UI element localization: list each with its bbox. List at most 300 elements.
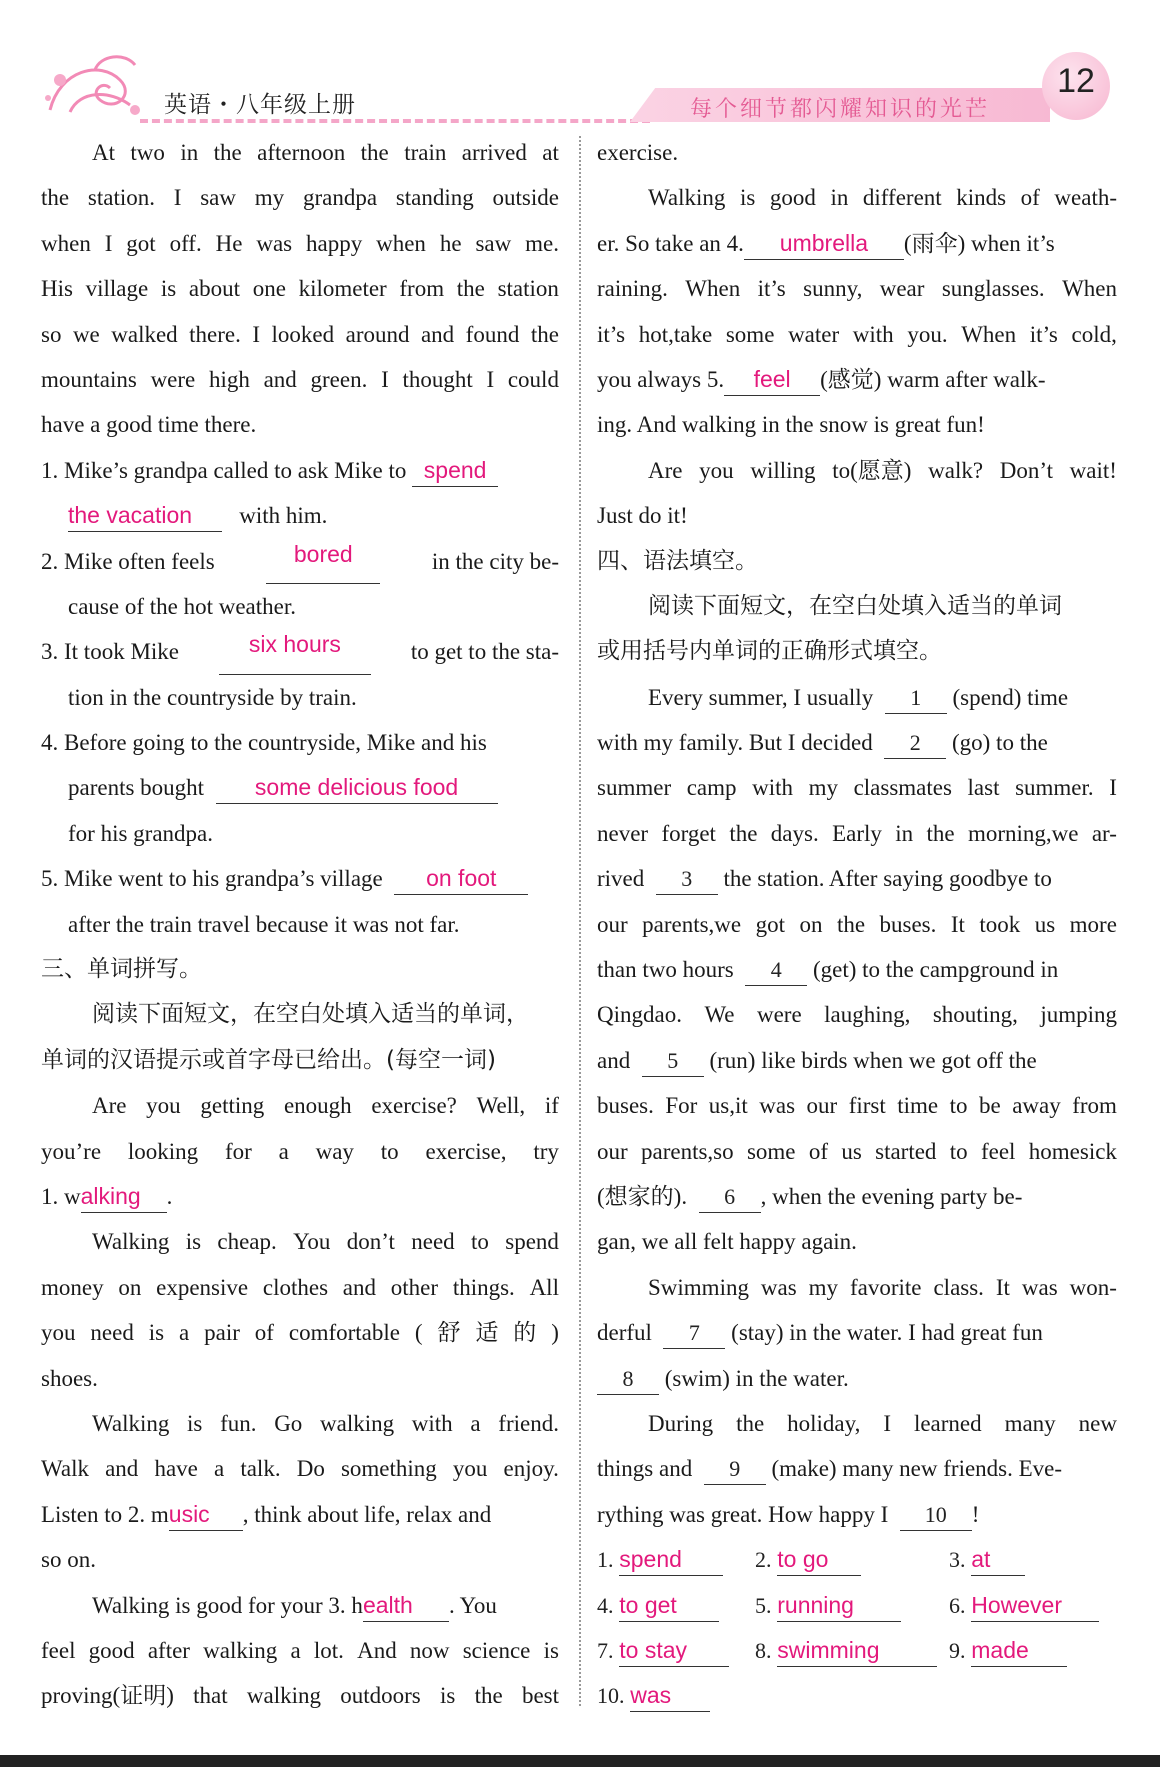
question-5: 5. Mike went to his grandpa’s village on foot xyxy=(41,856,559,901)
word: our xyxy=(806,1093,838,1119)
word: buses. xyxy=(597,1093,654,1119)
word: and xyxy=(263,366,297,392)
word: he xyxy=(439,230,462,256)
word: His xyxy=(41,276,73,302)
word: kinds xyxy=(956,185,1007,211)
header-divider xyxy=(140,119,650,123)
page-header xyxy=(0,0,1160,130)
section-3-title: 三、单词拼写。 xyxy=(41,956,202,983)
word: of xyxy=(254,1320,274,1346)
word: was xyxy=(256,230,293,256)
passage-line: exercise. xyxy=(597,140,679,165)
passage-line xyxy=(41,1265,559,1310)
word: station. xyxy=(87,185,155,211)
word: walked xyxy=(111,321,178,347)
word: took xyxy=(979,911,1021,937)
section-4-instruction: 阅读下面短文，在空白处填入适当的单词 xyxy=(648,592,1062,619)
word: were xyxy=(756,1002,802,1028)
word: a xyxy=(213,1456,225,1482)
word: spend xyxy=(505,1229,559,1255)
page-number: 12 xyxy=(1057,62,1095,100)
word: It xyxy=(950,911,965,937)
word: try xyxy=(533,1138,559,1164)
word: my xyxy=(808,1274,839,1300)
book-title: 英语・八年级上册 xyxy=(164,92,356,118)
word: enjoy. xyxy=(503,1456,559,1482)
word: I xyxy=(486,366,495,392)
word: us xyxy=(1034,911,1056,937)
word: away xyxy=(1012,1093,1061,1119)
answer-blank: ealth xyxy=(363,1590,449,1622)
word: after xyxy=(147,1637,190,1663)
word: with xyxy=(752,775,793,801)
word: I xyxy=(252,321,261,347)
question-4-end: for his grandpa. xyxy=(68,820,213,846)
passage-line xyxy=(597,1265,1117,1310)
word: money xyxy=(41,1274,104,1300)
word: two xyxy=(130,140,165,165)
word: summer. xyxy=(1015,775,1094,801)
story-line xyxy=(41,175,559,220)
word: you xyxy=(146,1093,181,1119)
word: on xyxy=(799,911,823,937)
answer-blank: swimming xyxy=(777,1635,937,1667)
passage-line xyxy=(41,1673,559,1718)
word: is xyxy=(148,1320,165,1346)
word: exercise? xyxy=(371,1093,457,1119)
answer-blank: umbrella xyxy=(744,228,904,260)
word: expensive xyxy=(156,1274,249,1300)
word: And xyxy=(357,1637,397,1663)
passage-line: with my family. But I decided 2 (go) to the xyxy=(597,720,1117,765)
word: the xyxy=(926,820,955,846)
word: never xyxy=(597,820,649,846)
word: Do xyxy=(296,1456,325,1482)
word: the xyxy=(530,321,559,347)
question-2: 2. Mike often feels bored in the city be- xyxy=(41,539,559,584)
word: my xyxy=(254,185,285,211)
word: is xyxy=(185,1229,202,1255)
word: you xyxy=(452,1456,488,1482)
word: looked xyxy=(271,321,335,347)
answer-blank: 1 xyxy=(885,683,947,714)
word: ) xyxy=(551,1320,559,1346)
word: to xyxy=(949,1093,968,1119)
word: from xyxy=(1072,1093,1117,1119)
passage-line xyxy=(597,765,1117,810)
word: summer xyxy=(597,775,672,801)
word: it’s xyxy=(1029,321,1058,347)
word: When xyxy=(1062,276,1117,302)
word: saw xyxy=(475,230,512,256)
answer-row: 4. to get 5. running 6. However xyxy=(597,1583,1117,1628)
passage-line: 8 (swim) in the water. xyxy=(597,1356,1117,1401)
word: were xyxy=(150,366,196,392)
word: homesick xyxy=(1028,1138,1117,1164)
section-3-instruction: 单词的汉语提示或首字母已给出。(每空一词) xyxy=(41,1046,496,1073)
word: won- xyxy=(1069,1274,1117,1300)
word: first xyxy=(848,1093,886,1119)
word: and xyxy=(342,1274,377,1300)
word: We xyxy=(704,1002,735,1028)
answer-blank: alking xyxy=(81,1181,167,1213)
answer-blank: feel xyxy=(724,364,820,396)
word: sunglasses. xyxy=(941,276,1045,302)
passage-line xyxy=(597,1083,1117,1128)
word: cheap. xyxy=(217,1229,277,1255)
word: to xyxy=(471,1229,489,1255)
word: Walking xyxy=(92,1410,170,1436)
word: 适 xyxy=(475,1320,499,1346)
passage-line: Just do it! xyxy=(597,503,688,529)
story-line: have a good time there. xyxy=(41,412,257,438)
word: camp xyxy=(686,775,737,801)
word: raining. xyxy=(597,276,668,302)
word: for xyxy=(224,1138,252,1164)
passage-line: Walking is good for your 3. health . You xyxy=(41,1583,559,1628)
passage-line: er. So take an 4. umbrella (雨伞) when it’s xyxy=(597,221,1117,266)
passage-line: you always 5. feel (感觉) warm after walk- xyxy=(597,357,1117,402)
word: When xyxy=(685,276,741,302)
word: outdoors xyxy=(340,1683,421,1709)
word: wear xyxy=(879,276,925,302)
word: mountains xyxy=(41,366,137,392)
question-3-cont: tion in the countryside by train. xyxy=(68,684,357,710)
word: us,it xyxy=(708,1093,748,1119)
word: is xyxy=(187,1410,203,1436)
word: parents,we xyxy=(642,911,742,937)
passage-line: derful 7 (stay) in the water. I had great fun xyxy=(597,1310,1117,1355)
word: of xyxy=(808,1138,829,1164)
word: it’s xyxy=(597,321,626,347)
answer-row: 10. was xyxy=(597,1673,1117,1718)
word: need xyxy=(90,1320,134,1346)
word: grandpa xyxy=(302,185,378,211)
word: I xyxy=(381,366,389,392)
word: new xyxy=(1078,1410,1117,1436)
question-5-cont: after the train travel because it was not far. xyxy=(68,911,460,937)
word: I xyxy=(1109,775,1117,801)
word: weath- xyxy=(1054,185,1117,211)
word: you xyxy=(699,457,734,483)
word: It xyxy=(995,1274,1010,1300)
question-2-cont: cause of the hot weather. xyxy=(68,593,296,619)
word: All xyxy=(529,1274,559,1300)
word: ( xyxy=(414,1320,423,1346)
answer-blank: usic xyxy=(169,1499,243,1531)
word: water xyxy=(788,321,840,347)
section-4-instruction: 或用括号内单词的正确形式填空。 xyxy=(597,638,942,665)
word: Walking xyxy=(648,185,726,211)
word: need xyxy=(411,1229,455,1255)
passage-line xyxy=(41,1219,559,1264)
word: happy xyxy=(306,230,363,256)
answer-blank: 6 xyxy=(699,1182,761,1213)
section-4-title: 四、语法填空。 xyxy=(597,547,758,574)
word: Are xyxy=(92,1093,127,1119)
word: 舒 xyxy=(437,1320,461,1346)
answer-blank: 3 xyxy=(656,864,718,895)
question-3: 3. It took Mike six hours to get to the sta- xyxy=(41,629,559,674)
word: willing xyxy=(750,457,816,483)
word: there. xyxy=(189,321,241,347)
word: our xyxy=(597,1138,628,1164)
word: cold, xyxy=(1071,321,1117,347)
answer-blank: six hours xyxy=(219,629,371,674)
word: looking xyxy=(127,1138,199,1164)
answer-blank: to get xyxy=(619,1590,719,1622)
word: I xyxy=(173,185,182,211)
word: talk. xyxy=(240,1456,281,1482)
word: at xyxy=(542,140,559,165)
word: a xyxy=(178,1320,190,1346)
word: a xyxy=(470,1410,481,1436)
word: other xyxy=(390,1274,439,1300)
answer-blank: spend xyxy=(412,455,498,487)
passage-line: Listen to 2. music , think about life, relax and xyxy=(41,1492,559,1537)
word: different xyxy=(862,185,942,211)
word: thought xyxy=(402,366,473,392)
word: good xyxy=(88,1637,135,1663)
word: something xyxy=(340,1456,437,1482)
section-3-instruction: 阅读下面短文，在空白处填入适当的单词， xyxy=(92,1001,529,1028)
word: You xyxy=(293,1229,331,1255)
word: Qingdao. xyxy=(597,1002,682,1028)
word: village xyxy=(85,276,149,302)
passage-line xyxy=(597,992,1117,1037)
answer-blank: However xyxy=(971,1590,1099,1622)
passage-line xyxy=(41,1083,559,1128)
word: best xyxy=(521,1683,559,1709)
word: fun. xyxy=(220,1410,257,1436)
word: the xyxy=(474,1683,503,1709)
word: it’s xyxy=(757,276,786,302)
answer-blank: was xyxy=(630,1680,710,1712)
word: learned xyxy=(913,1410,982,1436)
word: feel xyxy=(41,1637,76,1663)
word: is xyxy=(543,1637,559,1663)
word: kilometer xyxy=(298,276,387,302)
question-1: 1. Mike’s grandpa called to ask Mike to spend xyxy=(41,448,559,493)
story-line xyxy=(41,221,559,266)
passage-line: ing. And walking in the snow is great fun! xyxy=(597,412,985,438)
answer-blank: some delicious food xyxy=(216,772,498,804)
word: the xyxy=(736,1410,765,1436)
word: with xyxy=(852,321,894,347)
word: the xyxy=(456,276,485,302)
word: last xyxy=(967,775,1000,801)
word: station xyxy=(497,276,559,302)
floral-ornament-icon xyxy=(40,50,150,122)
word: don’t xyxy=(346,1229,395,1255)
word: a xyxy=(290,1637,301,1663)
word: be xyxy=(978,1093,1001,1119)
word: me. xyxy=(525,230,559,256)
word: to xyxy=(380,1138,399,1164)
word: many xyxy=(1004,1410,1056,1436)
word: saw xyxy=(200,185,236,211)
word: jumping xyxy=(1040,1002,1117,1028)
word: more xyxy=(1069,911,1117,937)
word: standing xyxy=(395,185,474,211)
word: comfortable xyxy=(288,1320,400,1346)
word: At xyxy=(92,140,115,165)
passage-line xyxy=(597,902,1117,947)
word: you xyxy=(41,1320,76,1346)
word: so xyxy=(41,321,62,347)
question-4-cont: parents bought some delicious food xyxy=(41,765,559,810)
word: Swimming xyxy=(648,1274,749,1300)
answer-blank: 2 xyxy=(884,728,946,759)
word: the xyxy=(213,140,242,165)
word: During xyxy=(648,1410,714,1436)
left-column xyxy=(41,130,559,1719)
answer-blank: spend xyxy=(619,1544,723,1576)
answer-blank: bored xyxy=(266,539,380,584)
word: train xyxy=(404,140,447,165)
word: got xyxy=(755,911,785,937)
word: wait! xyxy=(1069,457,1117,483)
word: For xyxy=(665,1093,698,1119)
answer-blank: 5 xyxy=(642,1046,704,1077)
word: hot,take xyxy=(638,321,713,347)
answer-blank: 8 xyxy=(597,1364,659,1395)
word: Walking xyxy=(92,1229,170,1255)
word: friend. xyxy=(498,1410,559,1436)
word: you. xyxy=(907,321,948,347)
word: I xyxy=(104,230,113,256)
passage-line xyxy=(597,1401,1117,1446)
word: is xyxy=(439,1683,456,1709)
word: arrived xyxy=(461,140,527,165)
answer-blank: to go xyxy=(777,1544,861,1576)
word: walking xyxy=(320,1410,395,1436)
passage-line: gan, we all felt happy again. xyxy=(597,1229,857,1255)
passage-line: (想家的). 6 , when the evening party be- xyxy=(597,1174,1117,1219)
word: way xyxy=(315,1138,354,1164)
passage-line: and 5 (run) like birds when we got off the xyxy=(597,1038,1117,1083)
word: that xyxy=(193,1683,228,1709)
word: off. xyxy=(169,230,202,256)
word: was xyxy=(1021,1274,1058,1300)
word: to(愿意) xyxy=(832,457,912,483)
word: high xyxy=(208,366,250,392)
passage-line: than two hours 4 (get) to the campground in xyxy=(597,947,1117,992)
word: have xyxy=(154,1456,198,1482)
word: in xyxy=(180,140,199,165)
answer-row: 7. to stay 8. swimming 9. made xyxy=(597,1628,1117,1673)
word: when xyxy=(376,230,426,256)
passage-line: Every summer, I usually 1 (spend) time xyxy=(597,675,1117,720)
word: we xyxy=(72,321,100,347)
word: walking xyxy=(203,1637,278,1663)
passage-line xyxy=(41,1129,559,1174)
header-slogan: 每个细节都闪耀知识的光芒 xyxy=(690,97,991,122)
answer-blank: the vacation xyxy=(68,500,222,532)
word: exercise, xyxy=(425,1138,507,1164)
word: getting xyxy=(200,1093,265,1119)
passage-line xyxy=(597,811,1117,856)
word: is xyxy=(160,276,177,302)
word: some xyxy=(725,321,775,347)
word: parents,so xyxy=(641,1138,734,1164)
word: is xyxy=(739,185,756,211)
right-column xyxy=(597,130,1117,1719)
word: to xyxy=(949,1138,968,1164)
word: classmates xyxy=(853,775,952,801)
answer-blank: 4 xyxy=(745,955,807,986)
story-line xyxy=(41,357,559,402)
passage-line: things and 9 (make) many new friends. Eve- xyxy=(597,1446,1117,1491)
word: on xyxy=(118,1274,142,1300)
answer-blank: running xyxy=(777,1590,901,1622)
question-4: 4. Before going to the countryside, Mike and his xyxy=(41,730,487,756)
word: green. xyxy=(310,366,368,392)
word: around xyxy=(345,321,410,347)
word: shouting, xyxy=(932,1002,1018,1028)
word: sunny, xyxy=(803,276,863,302)
word: got xyxy=(126,230,156,256)
word: He xyxy=(215,230,243,256)
word: when xyxy=(41,230,91,256)
answer-blank: 9 xyxy=(704,1454,766,1485)
word: and xyxy=(105,1456,139,1482)
passage-line xyxy=(41,1401,559,1446)
passage-line xyxy=(597,1129,1117,1174)
passage-line: so on. xyxy=(41,1547,96,1573)
word: with xyxy=(411,1410,453,1436)
word: laughing, xyxy=(824,1002,911,1028)
passage-line xyxy=(597,448,1117,493)
word: Well, xyxy=(476,1093,526,1119)
word: Walk xyxy=(41,1456,89,1482)
story-line xyxy=(41,266,559,311)
word: walking xyxy=(246,1683,321,1709)
word: morning,we xyxy=(967,820,1079,846)
word: could xyxy=(507,366,559,392)
word: one xyxy=(252,276,286,302)
answer-blank: 10 xyxy=(900,1500,972,1531)
answer-blank: 7 xyxy=(663,1318,725,1349)
answer-blank: to stay xyxy=(619,1635,729,1667)
word: started xyxy=(875,1138,937,1164)
word: about xyxy=(188,276,241,302)
word: proving(证明) xyxy=(41,1683,174,1709)
word: class. xyxy=(933,1274,984,1300)
word: was xyxy=(759,1093,796,1119)
word: feel xyxy=(980,1138,1016,1164)
word: When xyxy=(961,321,1017,347)
word: pair xyxy=(204,1320,240,1346)
column-divider xyxy=(579,136,581,1706)
passage-line: rived 3 the station. After saying goodbye to xyxy=(597,856,1117,901)
answer-blank: at xyxy=(971,1544,1025,1576)
answer-row: 1. spend 2. to go 3. at xyxy=(597,1537,1117,1582)
word: and xyxy=(420,321,455,347)
word: if xyxy=(544,1093,559,1119)
word: a xyxy=(278,1138,289,1164)
word: the xyxy=(360,140,389,165)
passage-line xyxy=(597,175,1117,220)
bottom-edge xyxy=(0,1755,1160,1767)
passage-line xyxy=(597,266,1117,311)
word: some xyxy=(746,1138,796,1164)
word: afternoon xyxy=(257,140,346,165)
word: Are xyxy=(648,457,683,483)
word: us xyxy=(841,1138,862,1164)
word: holiday, xyxy=(787,1410,861,1436)
passage-line: shoes. xyxy=(41,1365,98,1391)
